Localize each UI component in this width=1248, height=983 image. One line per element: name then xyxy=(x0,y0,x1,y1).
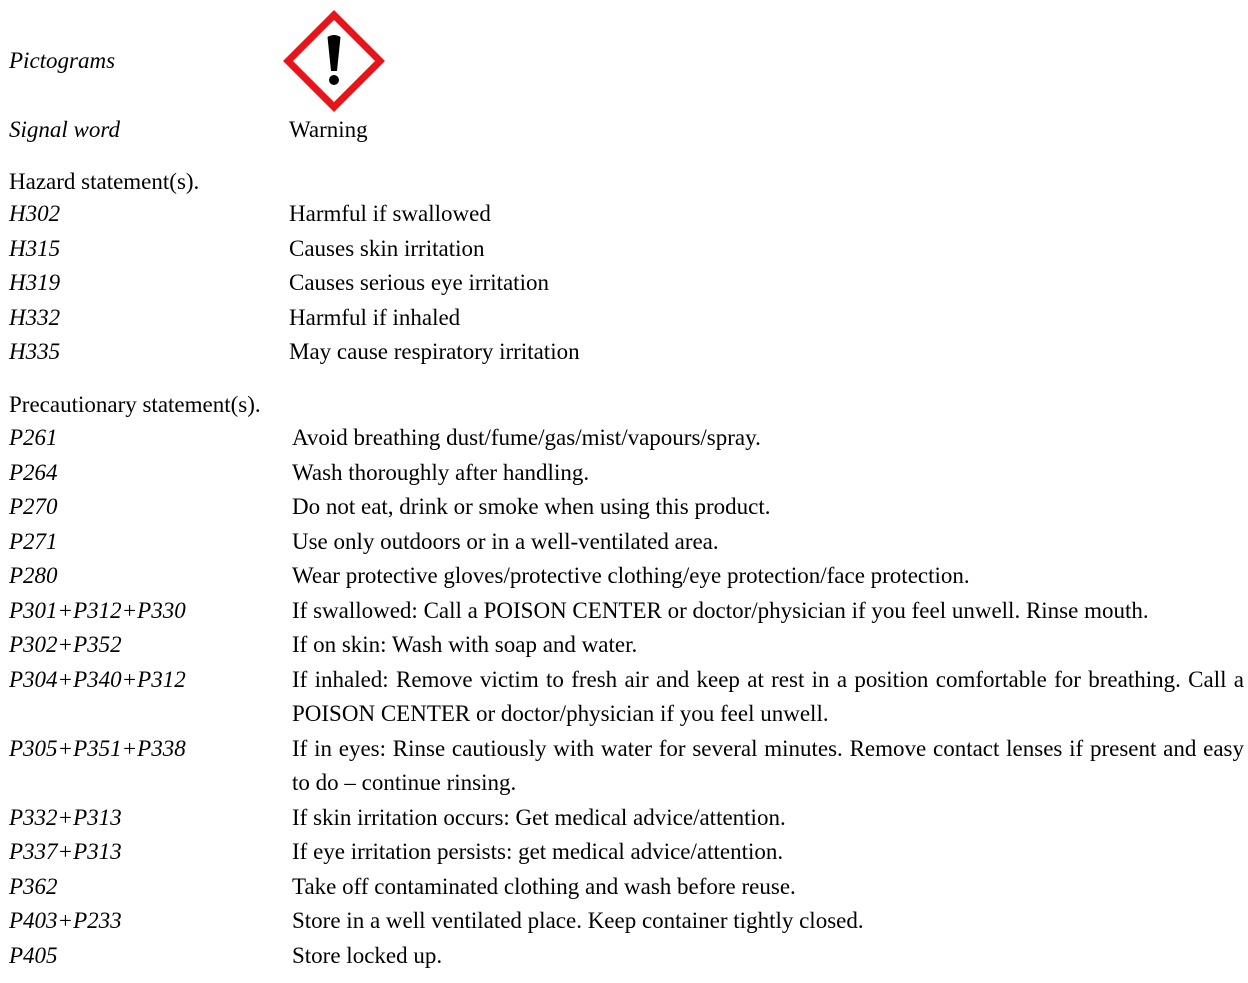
statement-text: Do not eat, drink or smoke when using this product. xyxy=(292,494,771,519)
precautionary-statement-row xyxy=(9,870,1244,905)
ghs-exclamation-mark-icon xyxy=(282,9,386,113)
statement-text: Causes serious eye irritation xyxy=(289,270,549,295)
precautionary-statement-row xyxy=(9,559,1244,594)
precautionary-statement-row xyxy=(9,732,1244,801)
statement-text: Take off contaminated clothing and wash before reuse. xyxy=(292,873,796,899)
signal-word-value: Warning xyxy=(289,117,368,142)
statement-text: If inhaled: Remove victim to fresh air and keep at rest in a position comfortable for breathing. Call a POISON CENTER or doctor/physician if you feel unwell. xyxy=(292,666,1244,726)
statement-text: If skin irritation occurs: Get medical advice/attention. xyxy=(292,804,786,830)
precautionary-statement-row xyxy=(9,835,1244,870)
precautionary-statement-row xyxy=(9,801,1244,836)
precautionary-statement-row xyxy=(9,594,1244,629)
statement-code: H315 xyxy=(9,235,61,261)
statement-text: Causes skin irritation xyxy=(289,235,485,261)
statement-code: P403+P233 xyxy=(9,908,122,933)
precautionary-statement-row xyxy=(9,421,1244,456)
statement-code: P304+P340+P312 xyxy=(9,666,186,692)
statement-code: P332+P313 xyxy=(9,804,122,830)
hazard-statements-heading: Hazard statement(s). xyxy=(9,169,200,194)
precautionary-statement-row xyxy=(9,490,1244,525)
statement-text: Harmful if inhaled xyxy=(289,304,461,330)
statement-code: P405 xyxy=(9,942,58,968)
statement-text: If in eyes: Rinse cautiously with water for several minutes. Remove contact lenses if present and easy to do – continue rinsing. xyxy=(292,735,1244,795)
pictograms-label: Pictograms xyxy=(9,48,116,73)
statement-text: If eye irritation persists: get medical advice/attention. xyxy=(292,839,784,864)
statement-code: H332 xyxy=(9,304,61,330)
statement-text: Use only outdoors or in a well-ventilated area. xyxy=(292,528,719,554)
hazard-statement-row xyxy=(9,197,1244,232)
hazard-statement-row xyxy=(9,301,1244,336)
statement-code: H302 xyxy=(9,201,61,226)
precautionary-statement-row xyxy=(9,628,1244,663)
statement-code: P301+P312+P330 xyxy=(9,597,186,623)
statement-code: P271 xyxy=(9,528,58,554)
precautionary-statements-list xyxy=(9,421,1244,973)
statement-code: P305+P351+P338 xyxy=(9,735,186,761)
precautionary-statement-row xyxy=(9,456,1244,491)
statement-text: Wear protective gloves/protective clothing/eye protection/face protection. xyxy=(292,563,970,588)
statement-text: Store in a well ventilated place. Keep container tightly closed. xyxy=(292,908,864,933)
statement-code: P270 xyxy=(9,494,58,519)
statement-code: H319 xyxy=(9,270,61,295)
hazard-statements-list xyxy=(9,197,1244,370)
statement-text: Harmful if swallowed xyxy=(289,201,491,226)
statement-code: H335 xyxy=(9,339,61,364)
statement-text: If on skin: Wash with soap and water. xyxy=(292,632,638,657)
statement-text: Store locked up. xyxy=(292,942,443,968)
precautionary-statement-row xyxy=(9,525,1244,560)
hazard-statement-row xyxy=(9,266,1244,301)
precautionary-statement-row xyxy=(9,939,1244,974)
statement-text: Wash thoroughly after handling. xyxy=(292,459,590,485)
precautionary-statement-row xyxy=(9,663,1244,732)
statement-code: P362 xyxy=(9,873,58,899)
statement-text: May cause respiratory irritation xyxy=(289,339,580,364)
precautionary-statement-row xyxy=(9,904,1244,939)
statement-text: If swallowed: Call a POISON CENTER or doctor/physician if you feel unwell. Rinse mouth. xyxy=(292,597,1149,623)
statement-code: P302+P352 xyxy=(9,632,122,657)
signal-word-label: Signal word xyxy=(9,117,120,142)
precautionary-statements-heading: Precautionary statement(s). xyxy=(9,392,261,417)
statement-code: P337+P313 xyxy=(9,839,122,864)
statement-code: P261 xyxy=(9,425,58,450)
statement-code: P280 xyxy=(9,563,58,588)
statement-text: Avoid breathing dust/fume/gas/mist/vapours/spray. xyxy=(292,425,761,450)
statement-code: P264 xyxy=(9,459,58,485)
hazard-statement-row xyxy=(9,232,1244,267)
hazard-statement-row xyxy=(9,335,1244,370)
